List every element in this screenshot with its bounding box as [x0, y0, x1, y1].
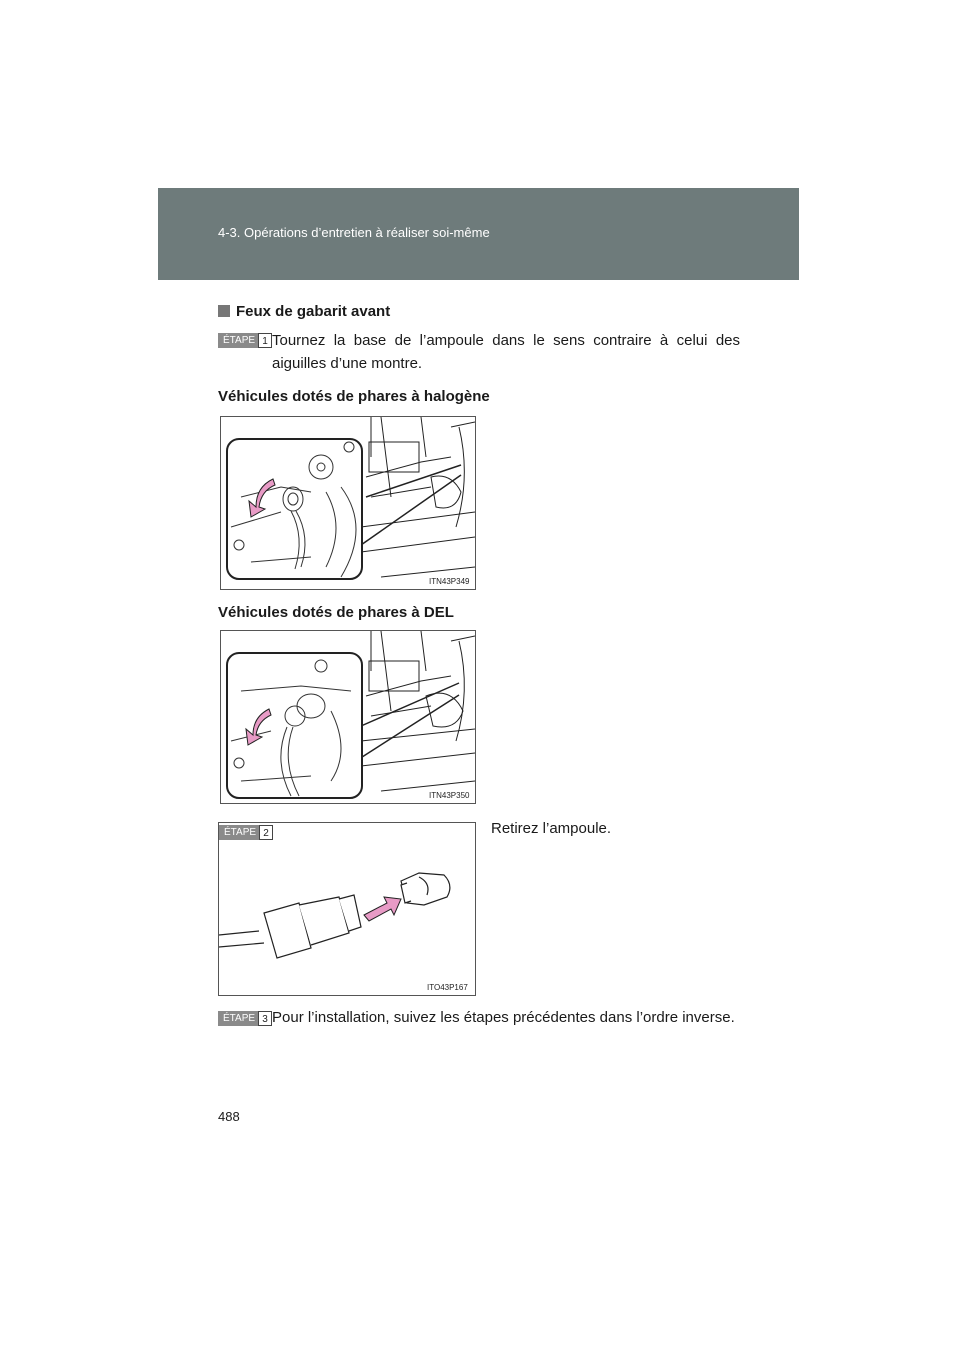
step-label: ÉTAPE [219, 825, 259, 840]
figure-halogen [220, 416, 476, 590]
figure-led [220, 630, 476, 804]
section-title [218, 303, 390, 320]
step-label: ÉTAPE [218, 333, 258, 348]
led-illustration [221, 631, 475, 803]
figure-code: ITN43P349 [429, 577, 470, 586]
figure-bulb [218, 822, 476, 996]
page-number: 488 [218, 1109, 240, 1124]
bulb-illustration [219, 823, 475, 995]
halogen-illustration [221, 417, 475, 589]
subhead-halogen: Véhicules dotés de phares à halogène [218, 388, 490, 405]
step-badge-1 [218, 333, 272, 348]
step-label: ÉTAPE [218, 1011, 258, 1026]
step-number: 1 [258, 333, 272, 348]
subhead-led: Véhicules dotés de phares à DEL [218, 604, 454, 621]
figure-code: ITO43P167 [427, 983, 468, 992]
section-title-text: Feux de gabarit avant [236, 303, 391, 320]
step-badge-3 [218, 1011, 272, 1026]
step-1-text: Tournez la base de l’ampoule dans le sens contraire à celui des aiguilles d’une montre. [272, 332, 740, 372]
step-badge-2 [219, 825, 273, 840]
square-bullet-icon [218, 305, 230, 317]
step-number: 3 [258, 1011, 272, 1026]
step-2-text: Retirez l’ampoule. [491, 820, 612, 837]
section-header: 4-3. Opérations d’entretien à réaliser soi-même [218, 225, 490, 240]
figure-code: ITN43P350 [429, 791, 470, 800]
step-3-text: Pour l’installation, suivez les étapes précédentes dans l’ordre inverse. [272, 1009, 735, 1026]
step-number: 2 [259, 825, 273, 840]
